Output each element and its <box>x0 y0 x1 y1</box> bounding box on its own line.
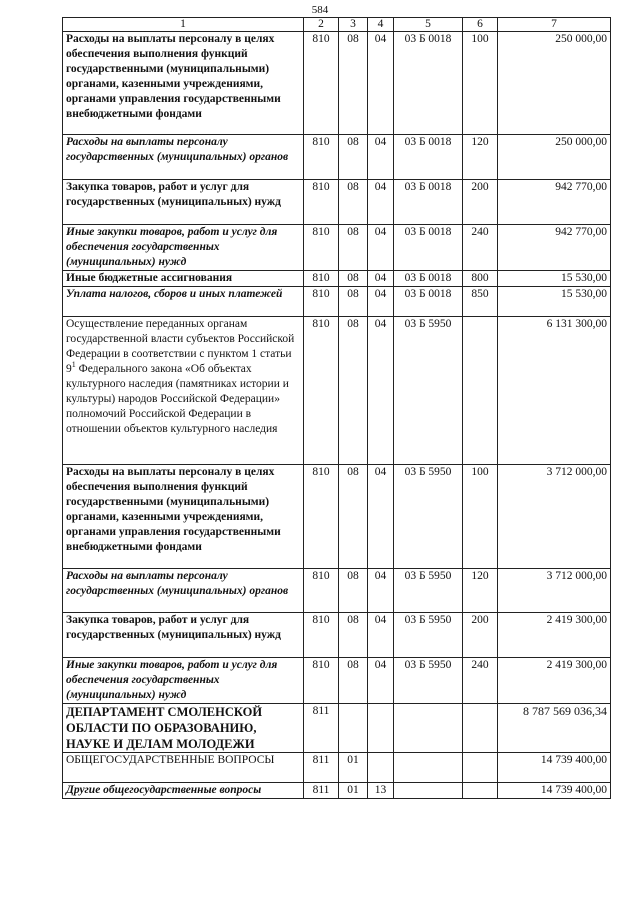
amount: 6 131 300,00 <box>498 317 611 465</box>
expense-type-code <box>463 704 498 753</box>
ministry-code: 810 <box>304 569 339 613</box>
amount: 14 739 400,00 <box>498 783 611 799</box>
table-row <box>63 135 611 180</box>
subsection-code: 13 <box>368 783 394 799</box>
expense-type-code: 800 <box>463 271 498 287</box>
expense-name-text: Осуществление переданных органам государственной власти субъектов Российской Федерации в соответствии с пунктом 1 статьи 9 <box>66 318 295 375</box>
superscript: 1 <box>71 360 76 370</box>
table-row <box>63 32 611 135</box>
subsection-code <box>368 753 394 783</box>
target-article-code <box>394 704 463 753</box>
table-row <box>63 180 611 225</box>
target-article-code <box>394 753 463 783</box>
subsection-code: 04 <box>368 317 394 465</box>
header-cell: 5 <box>394 18 463 32</box>
expense-name: ДЕПАРТАМЕНТ СМОЛЕНСКОЙ ОБЛАСТИ ПО ОБРАЗОВАНИЮ, НАУКЕ И ДЕЛАМ МОЛОДЕЖИ <box>63 704 304 753</box>
amount: 250 000,00 <box>498 135 611 180</box>
target-article-code: 03 Б 0018 <box>394 135 463 180</box>
target-article-code: 03 Б 5950 <box>394 613 463 658</box>
amount: 15 530,00 <box>498 271 611 287</box>
target-article-code: 03 Б 0018 <box>394 225 463 271</box>
expense-name: Иные бюджетные ассигнования <box>63 271 304 287</box>
section-code: 08 <box>339 317 368 465</box>
target-article-code <box>394 783 463 799</box>
section-code: 08 <box>339 225 368 271</box>
expense-name: Закупка товаров, работ и услуг для государственных (муниципальных) нужд <box>63 180 304 225</box>
expense-name: Расходы на выплаты персоналу государственных (муниципальных) органов <box>63 569 304 613</box>
header-cell: 1 <box>63 18 304 32</box>
ministry-code: 810 <box>304 317 339 465</box>
expense-type-code: 120 <box>463 135 498 180</box>
table-row <box>63 658 611 704</box>
section-code: 08 <box>339 465 368 569</box>
section-code: 08 <box>339 613 368 658</box>
table-row <box>63 271 611 287</box>
target-article-code: 03 Б 5950 <box>394 658 463 704</box>
expense-name <box>63 317 304 465</box>
subsection-code <box>368 704 394 753</box>
target-article-code: 03 Б 0018 <box>394 271 463 287</box>
subsection-code: 04 <box>368 465 394 569</box>
ministry-code: 810 <box>304 32 339 135</box>
expense-type-code <box>463 753 498 783</box>
section-code <box>339 704 368 753</box>
ministry-code: 810 <box>304 135 339 180</box>
amount: 2 419 300,00 <box>498 658 611 704</box>
subsection-code: 04 <box>368 180 394 225</box>
ministry-code: 811 <box>304 753 339 783</box>
expense-type-code: 100 <box>463 465 498 569</box>
expense-name-text: Федерального закона «Об объектах культурного наследия (памятниках истории и культуры) народов Российской Федерации» полномочий Российской Федерации в отношении объектов культурного наследия <box>66 363 289 435</box>
section-code: 08 <box>339 569 368 613</box>
ministry-code: 810 <box>304 225 339 271</box>
header-cell: 2 <box>304 18 339 32</box>
amount: 250 000,00 <box>498 32 611 135</box>
table-row <box>63 783 611 799</box>
expense-name: Уплата налогов, сборов и иных платежей <box>63 287 304 317</box>
ministry-code: 810 <box>304 180 339 225</box>
expense-name: Закупка товаров, работ и услуг для государственных (муниципальных) нужд <box>63 613 304 658</box>
target-article-code: 03 Б 0018 <box>394 287 463 317</box>
subsection-code: 04 <box>368 225 394 271</box>
table-row <box>63 317 611 465</box>
section-code: 08 <box>339 135 368 180</box>
subsection-code: 04 <box>368 32 394 135</box>
header-cell: 6 <box>463 18 498 32</box>
section-code: 08 <box>339 271 368 287</box>
expense-name: Другие общегосударственные вопросы <box>63 783 304 799</box>
expense-type-code: 200 <box>463 613 498 658</box>
ministry-code: 810 <box>304 613 339 658</box>
subsection-code: 04 <box>368 271 394 287</box>
amount: 3 712 000,00 <box>498 569 611 613</box>
table-row <box>63 753 611 783</box>
expense-name: Иные закупки товаров, работ и услуг для обеспечения государственных (муниципальных) нужд <box>63 658 304 704</box>
expense-type-code: 240 <box>463 658 498 704</box>
expense-name: Расходы на выплаты персоналу в целях обеспечения выполнения функций государственными (муниципальными) органами, казенными учреждениями, органами управления государственными внебюджетными фондами <box>63 465 304 569</box>
table-row <box>63 613 611 658</box>
header-row <box>63 18 611 32</box>
section-code: 01 <box>339 783 368 799</box>
amount: 942 770,00 <box>498 180 611 225</box>
target-article-code: 03 Б 5950 <box>394 569 463 613</box>
table-row <box>63 225 611 271</box>
expense-type-code: 850 <box>463 287 498 317</box>
ministry-code: 810 <box>304 465 339 569</box>
table-row <box>63 704 611 753</box>
table-row <box>63 287 611 317</box>
page-number: 584 <box>311 4 329 16</box>
ministry-code: 811 <box>304 704 339 753</box>
subsection-code: 04 <box>368 287 394 317</box>
amount: 8 787 569 036,34 <box>498 704 611 753</box>
section-code: 01 <box>339 753 368 783</box>
section-code: 08 <box>339 32 368 135</box>
subsection-code: 04 <box>368 658 394 704</box>
amount: 3 712 000,00 <box>498 465 611 569</box>
expense-name: Иные закупки товаров, работ и услуг для обеспечения государственных (муниципальных) нужд <box>63 225 304 271</box>
ministry-code: 810 <box>304 271 339 287</box>
table-row <box>63 569 611 613</box>
section-code: 08 <box>339 287 368 317</box>
expense-name: Расходы на выплаты персоналу в целях обеспечения выполнения функций государственными (муниципальными) органами, казенными учреждениями, органами управления государственными внебюджетными фондами <box>63 32 304 135</box>
amount: 14 739 400,00 <box>498 753 611 783</box>
expense-type-code: 100 <box>463 32 498 135</box>
header-cell: 7 <box>498 18 611 32</box>
subsection-code: 04 <box>368 613 394 658</box>
header-cell: 4 <box>368 18 394 32</box>
ministry-code: 811 <box>304 783 339 799</box>
subsection-code: 04 <box>368 135 394 180</box>
expense-name: Расходы на выплаты персоналу государственных (муниципальных) органов <box>63 135 304 180</box>
expense-type-code: 240 <box>463 225 498 271</box>
expense-type-code <box>463 317 498 465</box>
budget-table <box>62 17 611 799</box>
expense-type-code: 120 <box>463 569 498 613</box>
section-code: 08 <box>339 180 368 225</box>
header-cell: 3 <box>339 18 368 32</box>
target-article-code: 03 Б 0018 <box>394 32 463 135</box>
ministry-code: 810 <box>304 287 339 317</box>
amount: 2 419 300,00 <box>498 613 611 658</box>
table-row <box>63 465 611 569</box>
amount: 15 530,00 <box>498 287 611 317</box>
expense-name: ОБЩЕГОСУДАРСТВЕННЫЕ ВОПРОСЫ <box>63 753 304 783</box>
subsection-code: 04 <box>368 569 394 613</box>
amount: 942 770,00 <box>498 225 611 271</box>
ministry-code: 810 <box>304 658 339 704</box>
target-article-code: 03 Б 0018 <box>394 180 463 225</box>
expense-type-code: 200 <box>463 180 498 225</box>
section-code: 08 <box>339 658 368 704</box>
expense-type-code <box>463 783 498 799</box>
target-article-code: 03 Б 5950 <box>394 465 463 569</box>
target-article-code: 03 Б 5950 <box>394 317 463 465</box>
